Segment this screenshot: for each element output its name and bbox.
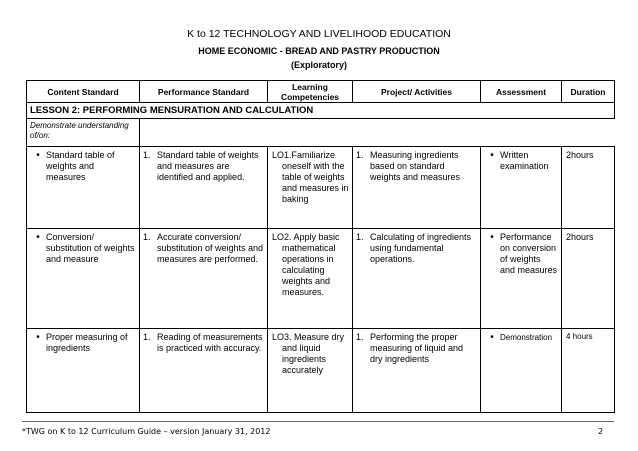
bullet-icon: • — [36, 332, 40, 343]
col-learning-competencies: Learning Competencies — [268, 81, 353, 103]
bullet-icon: • — [490, 332, 494, 343]
project-activity-cell: Measuring ingredients based on standard weights and measures — [370, 150, 461, 182]
footer-note: *TWG on K to 12 Curriculum Guide – version January 31, 2012 — [22, 427, 271, 436]
list-number: 1. — [356, 332, 364, 342]
doc-subtitle-note: (Exploratory) — [290, 60, 347, 70]
col-duration: Duration — [562, 81, 615, 103]
list-number: 1. — [143, 332, 151, 342]
table-header-row — [27, 81, 615, 103]
lesson-title: LESSON 2: PERFORMING MENSURATION AND CALCULATION — [27, 103, 615, 119]
bullet-icon: • — [490, 232, 494, 243]
duration-cell: 4 hours — [566, 332, 593, 341]
col-assessment: Assessment — [481, 81, 562, 103]
performance-standard-cell: Accurate conversion/ substitution of weights and measures are performed. — [157, 232, 264, 264]
bullet-icon: • — [36, 150, 40, 161]
assessment-cell: Demonstration — [500, 333, 553, 342]
list-number: 1. — [143, 150, 151, 160]
footer-divider — [22, 421, 614, 422]
learning-competency-cell: LO1.Familiarize oneself with the table of weights and measures in baking — [272, 150, 349, 204]
learning-competency-cell: LO3. Measure dry and liquid ingredients accurately — [272, 332, 345, 375]
assessment-cell: Performance on conversion of weights and measures — [500, 232, 558, 275]
content-standard-cell: Conversion/ substitution of weights and measure — [46, 232, 135, 264]
col-project-activities: Project/ Activities — [353, 81, 481, 103]
curriculum-table — [26, 80, 615, 413]
learning-competency-cell: LO2. Apply basic mathematical operations in calculating weights and measures. — [272, 232, 340, 297]
col-content-standard: Content Standard — [27, 81, 140, 103]
page-number: 2 — [598, 427, 604, 436]
doc-subtitle: HOME ECONOMIC - BREAD AND PASTRY PRODUCTION — [198, 46, 440, 56]
doc-title: K to 12 TECHNOLOGY AND LIVELIHOOD EDUCATION — [187, 28, 451, 40]
demonstrate-label: Demonstrate understanding of/on: — [27, 119, 140, 147]
list-number: 1. — [143, 232, 151, 242]
content-standard-cell: Standard table of weights and measures — [46, 150, 115, 182]
list-number: 1. — [356, 150, 364, 160]
duration-cell: 2hours — [566, 150, 594, 160]
lesson-row — [27, 103, 615, 119]
demonstrate-row — [27, 119, 615, 147]
col-performance-standard: Performance Standard — [140, 81, 268, 103]
project-activity-cell: Calculating of ingredients using fundamental operations. — [370, 232, 472, 264]
list-number: 1. — [356, 232, 364, 242]
assessment-cell: Written examination — [500, 150, 549, 171]
performance-standard-cell: Standard table of weights and measures are identified and applied. — [157, 150, 259, 182]
performance-standard-cell: Reading of measurements is practiced with accuracy. — [157, 332, 263, 353]
bullet-icon: • — [36, 232, 40, 243]
content-standard-cell: Proper measuring of ingredients — [46, 332, 128, 353]
project-activity-cell: Performing the proper measuring of liquid and dry ingredients — [370, 332, 464, 364]
table-row — [27, 147, 615, 229]
duration-cell: 2hours — [566, 232, 594, 242]
bullet-icon: • — [490, 150, 494, 161]
table-row — [27, 229, 615, 329]
table-row — [27, 329, 615, 413]
